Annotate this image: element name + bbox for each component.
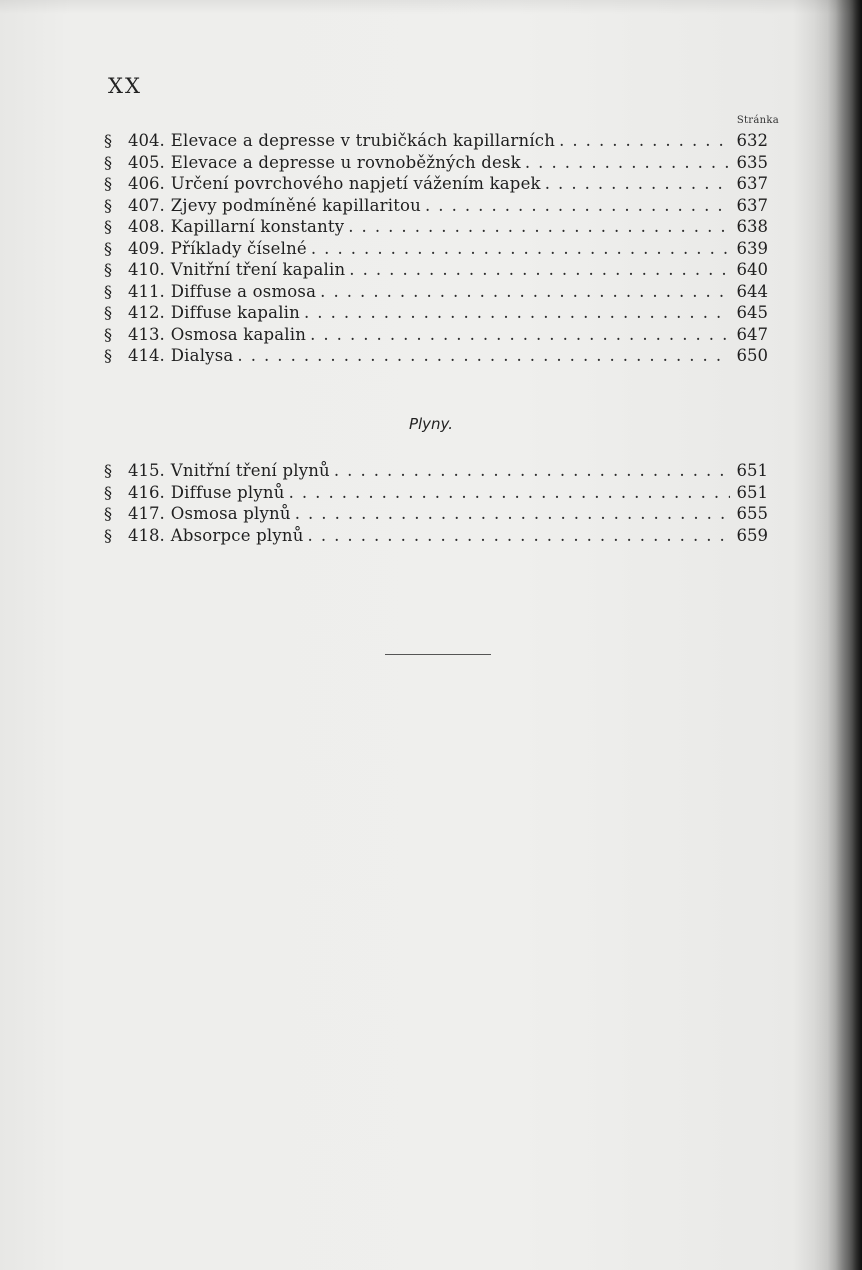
dot-leader <box>308 525 730 547</box>
toc-entry <box>104 259 768 281</box>
section-page: 645 <box>736 303 768 322</box>
section-symbol: § <box>104 131 112 150</box>
section-title: Diffuse a osmosa <box>170 281 317 301</box>
section-page: 651 <box>736 482 768 502</box>
section-title: Kapillarní konstanty <box>170 217 345 236</box>
section-number: 415. <box>128 461 165 480</box>
section-number: 405. <box>128 152 165 172</box>
section-page: 632 <box>736 131 768 150</box>
page-top-shade <box>0 0 862 14</box>
toc-section-2 <box>104 460 768 546</box>
section-number: 409. <box>128 238 165 258</box>
section-number: 412. <box>128 303 165 322</box>
section-symbol: § <box>104 238 112 258</box>
section-title: Vnitřní tření kapalin <box>170 260 346 279</box>
section-title: Určení povrchového napjetí vážením kapek <box>170 174 541 193</box>
section-title: Příklady číselné <box>170 238 307 258</box>
section-title: Diffuse plynů <box>170 482 285 502</box>
toc-entry <box>104 503 768 525</box>
section-page: 637 <box>736 174 768 193</box>
dot-leader <box>545 173 730 195</box>
dot-leader <box>237 345 730 367</box>
dot-leader <box>311 238 730 260</box>
toc-entry <box>104 281 768 303</box>
section-symbol: § <box>104 217 112 236</box>
section-symbol: § <box>104 174 112 193</box>
section-title: Elevace a depresse v trubičkách kapillarních <box>170 131 556 150</box>
toc-entry <box>104 345 768 367</box>
section-number: 418. <box>128 525 165 545</box>
section-number: 416. <box>128 482 165 502</box>
dot-leader <box>320 281 730 303</box>
section-number: 413. <box>128 324 165 344</box>
page-column-heading: Stránka <box>736 115 779 126</box>
page-number: XX <box>108 74 142 98</box>
section-page: 635 <box>736 152 768 172</box>
section-symbol: § <box>104 346 112 365</box>
toc-entry <box>104 525 768 547</box>
section-page: 640 <box>736 260 768 279</box>
closing-rule <box>385 654 491 655</box>
section-symbol: § <box>104 195 112 215</box>
section-title: Elevace a depresse u rovnoběžných desk <box>170 152 521 172</box>
section-symbol: § <box>104 152 112 172</box>
section-page: 639 <box>736 238 768 258</box>
section-symbol: § <box>104 260 112 279</box>
toc-entry <box>104 152 768 174</box>
section-number: 410. <box>128 260 165 279</box>
dot-leader <box>349 259 730 281</box>
section-symbol: § <box>104 482 112 502</box>
section-title: Vnitřní tření plynů <box>170 461 330 480</box>
section-number: 411. <box>128 281 165 301</box>
page-binding-edge <box>814 0 862 1270</box>
section-symbol: § <box>104 303 112 322</box>
section-symbol: § <box>104 281 112 301</box>
section-page: 651 <box>736 461 768 480</box>
dot-leader <box>289 482 730 504</box>
section-title: Dialysa <box>170 346 234 365</box>
section-title: Diffuse kapalin <box>170 303 300 322</box>
section-page: 638 <box>736 217 768 236</box>
section-number: 404. <box>128 131 165 150</box>
toc-entry <box>104 460 768 482</box>
section-number: 408. <box>128 217 165 236</box>
section-page: 637 <box>736 195 768 215</box>
toc-entry <box>104 238 768 260</box>
section-symbol: § <box>104 461 112 480</box>
section-title: Absorpce plynů <box>170 525 304 545</box>
toc-entry <box>104 173 768 195</box>
section-symbol: § <box>104 324 112 344</box>
section-title: Osmosa kapalin <box>170 324 307 344</box>
toc-entry <box>104 216 768 238</box>
section-title: Zjevy podmíněné kapillaritou <box>170 195 422 215</box>
toc-entry <box>104 324 768 346</box>
toc-section-1 <box>104 130 768 367</box>
section-title: Osmosa plynů <box>170 504 291 523</box>
dot-leader <box>334 460 730 482</box>
section-symbol: § <box>104 525 112 545</box>
dot-leader <box>304 302 730 324</box>
toc-entry <box>104 195 768 217</box>
section-heading: Plyny. <box>408 415 454 433</box>
toc-entry <box>104 130 768 152</box>
section-number: 417. <box>128 504 165 523</box>
section-number: 414. <box>128 346 165 365</box>
dot-leader <box>425 195 730 217</box>
section-page: 650 <box>736 346 768 365</box>
dot-leader <box>310 324 730 346</box>
dot-leader <box>525 152 730 174</box>
dot-leader <box>559 130 730 152</box>
section-page: 655 <box>736 504 768 523</box>
section-number: 407. <box>128 195 165 215</box>
dot-leader <box>348 216 730 238</box>
section-page: 659 <box>736 525 768 545</box>
section-symbol: § <box>104 504 112 523</box>
dot-leader <box>295 503 730 525</box>
toc-entry <box>104 482 768 504</box>
section-page: 647 <box>736 324 768 344</box>
section-page: 644 <box>736 281 768 301</box>
toc-entry <box>104 302 768 324</box>
section-number: 406. <box>128 174 165 193</box>
